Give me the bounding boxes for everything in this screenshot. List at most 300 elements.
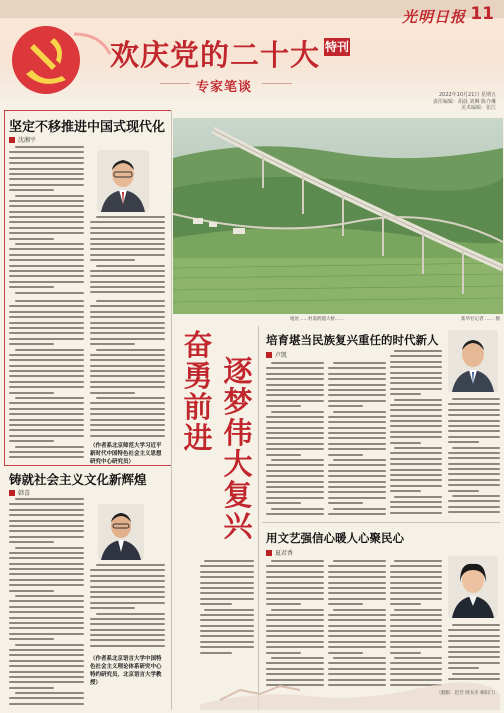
text-line: [271, 411, 324, 413]
text-line: [328, 432, 386, 434]
article-2-text-col2: [90, 564, 165, 652]
text-line: [9, 703, 84, 705]
text-line: [390, 377, 442, 379]
dateline-date: 2022年10月21日 星期五: [438, 92, 496, 98]
text-line: [9, 568, 84, 570]
text-line: [90, 639, 165, 641]
text-line: [9, 338, 84, 340]
text-line: [9, 305, 84, 307]
text-line: [448, 635, 500, 637]
text-line: [96, 564, 165, 566]
text-line: [90, 338, 165, 340]
text-line: [9, 617, 84, 619]
text-line: [90, 227, 165, 229]
text-line: [9, 557, 84, 559]
text-line: [390, 576, 442, 578]
text-line: [90, 575, 165, 577]
text-line: [9, 157, 84, 159]
text-line: [390, 635, 442, 637]
article-3-text-col1: [266, 362, 324, 516]
text-line: [266, 497, 324, 499]
text-line: [90, 392, 135, 394]
text-line: [9, 386, 84, 388]
portrait-2-icon: [98, 504, 144, 560]
text-line: [9, 681, 84, 683]
text-line: [333, 508, 386, 510]
text-line: [328, 576, 386, 578]
text-line: [390, 512, 442, 514]
text-line: [390, 641, 442, 643]
text-line: [328, 443, 386, 445]
text-line: [394, 399, 442, 401]
text-line: [9, 590, 54, 592]
text-line: [266, 481, 324, 483]
text-line: [9, 270, 84, 272]
text-line: [328, 486, 386, 488]
text-line: [266, 416, 324, 418]
author-portrait-3: [448, 330, 498, 392]
text-line: [9, 248, 84, 250]
text-line: [266, 394, 324, 396]
text-line: [200, 592, 254, 594]
text-line: [15, 498, 84, 500]
text-line: [90, 386, 165, 388]
text-line: [390, 382, 442, 384]
text-line: [390, 582, 442, 584]
text-line: [328, 502, 363, 504]
text-line: [328, 513, 386, 515]
text-line: [328, 464, 386, 466]
text-line: [90, 419, 165, 421]
text-line: [452, 398, 500, 400]
text-line: [9, 600, 84, 602]
text-line: [200, 635, 254, 637]
article-4-text-col0: [200, 560, 254, 658]
article-1-text-col2a: [90, 216, 165, 296]
text-line: [448, 511, 500, 513]
text-line: [9, 665, 84, 667]
article-1-text-col1b: [9, 300, 84, 460]
article-1-text-col2b: [90, 300, 165, 440]
text-line: [266, 437, 324, 439]
text-line: [448, 479, 500, 481]
text-line: [333, 459, 386, 461]
text-line: [9, 392, 54, 394]
text-line: [15, 446, 84, 448]
text-line: [328, 635, 386, 637]
text-line: [9, 671, 84, 673]
bridge-landscape-image: [173, 118, 503, 314]
text-line: [9, 579, 84, 581]
text-line: [266, 502, 301, 504]
text-line: [394, 447, 442, 449]
text-line: [90, 332, 165, 334]
text-line: [390, 366, 442, 368]
text-line: [448, 425, 500, 427]
text-line: [328, 427, 386, 429]
text-line: [90, 286, 165, 288]
text-line: [390, 619, 442, 621]
text-line: [90, 413, 165, 415]
text-line: [15, 349, 84, 351]
text-line: [328, 448, 386, 450]
text-line: [448, 436, 500, 438]
byline-marker-icon: [9, 137, 15, 143]
text-line: [90, 370, 165, 372]
text-line: [328, 587, 386, 589]
text-line: [90, 270, 165, 272]
text-line: [394, 496, 442, 498]
text-line: [9, 649, 84, 651]
text-line: [90, 607, 135, 609]
text-line: [9, 189, 54, 191]
text-line: [448, 457, 500, 459]
text-line: [90, 375, 165, 377]
text-line: [9, 286, 54, 288]
text-line: [9, 520, 84, 522]
text-line: [390, 614, 442, 616]
text-line: [90, 305, 165, 307]
text-line: [9, 221, 84, 223]
text-line: [328, 603, 363, 605]
text-line: [271, 508, 324, 510]
text-line: [9, 343, 54, 345]
text-line: [90, 291, 165, 293]
text-line: [9, 205, 84, 207]
text-line: [9, 227, 84, 229]
text-line: [9, 216, 84, 218]
text-line: [9, 584, 84, 586]
text-line: [9, 606, 84, 608]
text-line: [96, 613, 165, 615]
text-line: [9, 408, 84, 410]
text-line: [9, 514, 84, 516]
text-line: [90, 586, 165, 588]
text-line: [390, 436, 442, 438]
text-line: [448, 651, 500, 653]
text-line: [9, 168, 84, 170]
text-line: [9, 232, 84, 234]
column-divider: [171, 110, 172, 710]
text-line: [448, 463, 500, 465]
article-2-headline: 铸就社会主义文化新辉煌: [9, 472, 147, 487]
author-portrait-2: [98, 504, 144, 560]
text-line: [328, 614, 386, 616]
text-line: [328, 565, 386, 567]
text-line: [390, 393, 421, 395]
text-line: [448, 473, 500, 475]
column-rule-left: [160, 83, 190, 84]
text-line: [9, 552, 84, 554]
text-line: [328, 652, 363, 654]
byline-marker-icon: [266, 550, 272, 556]
text-line: [390, 506, 442, 508]
column-title: 专家笔谈: [196, 80, 253, 95]
text-line: [328, 491, 386, 493]
text-line: [452, 624, 500, 626]
text-line: [266, 384, 324, 386]
text-line: [9, 359, 84, 361]
text-line: [9, 259, 84, 261]
text-line: [328, 373, 386, 375]
article-2-author-note: （作者系北京语言大学中国特色社会主义理论体系研究中心特约研究员、北京语言大学教授）: [90, 656, 162, 686]
text-line: [390, 485, 442, 487]
text-line: [271, 362, 324, 364]
text-line: [266, 592, 324, 594]
text-line: [9, 419, 84, 421]
text-line: [90, 327, 165, 329]
text-line: [90, 424, 165, 426]
text-line: [390, 592, 442, 594]
article-3-text-col2: [328, 362, 386, 516]
text-line: [9, 151, 84, 153]
text-line: [15, 146, 84, 148]
text-line: [90, 645, 165, 647]
text-line: [266, 646, 324, 648]
text-line: [328, 646, 386, 648]
text-line: [9, 676, 84, 678]
text-line: [266, 421, 324, 423]
text-line: [9, 541, 54, 543]
text-line: [9, 424, 84, 426]
text-line: [390, 355, 442, 357]
text-line: [390, 571, 442, 573]
text-line: [200, 598, 254, 600]
page-header: [0, 0, 504, 112]
text-line: [266, 432, 324, 434]
landscape-photo: [173, 118, 503, 314]
text-line: [200, 652, 232, 654]
text-line: [328, 630, 386, 632]
text-line: [390, 625, 442, 627]
text-line: [266, 625, 324, 627]
text-line: [390, 630, 442, 632]
text-line: [96, 265, 165, 267]
byline-marker-icon: [266, 352, 272, 358]
text-line: [328, 421, 386, 423]
text-line: [328, 384, 386, 386]
text-line: [328, 592, 386, 594]
text-line: [390, 646, 442, 648]
text-line: [452, 447, 500, 449]
portrait-1-icon: [97, 150, 149, 212]
portrait-4-icon: [448, 556, 498, 618]
text-line: [9, 509, 84, 511]
column-rule-right: [262, 83, 292, 84]
text-line: [271, 459, 324, 461]
text-line: [328, 394, 386, 396]
text-line: [266, 470, 324, 472]
text-line: [9, 381, 84, 383]
text-line: [90, 618, 165, 620]
text-line: [15, 644, 84, 646]
text-line: [448, 403, 500, 405]
text-line: [266, 378, 324, 380]
text-line: [266, 454, 301, 456]
text-line: [90, 402, 165, 404]
text-line: [266, 405, 301, 407]
text-line: [448, 441, 479, 443]
text-line: [266, 603, 301, 605]
text-line: [448, 414, 500, 416]
text-line: [448, 506, 500, 508]
text-line: [200, 576, 254, 578]
text-line: [90, 408, 165, 410]
text-line: [96, 216, 165, 218]
dateline-art-editor: 美术编辑：张江: [460, 105, 496, 112]
portrait-3-icon: [448, 330, 498, 392]
text-line: [328, 571, 386, 573]
text-line: [9, 654, 84, 656]
text-line: [333, 609, 386, 611]
text-line: [90, 435, 165, 437]
text-line: [90, 381, 165, 383]
text-line: [390, 420, 442, 422]
text-line: [9, 402, 84, 404]
text-line: [448, 646, 500, 648]
text-line: [9, 254, 84, 256]
text-line: [90, 591, 165, 593]
great-wall-decoration-icon: [200, 660, 500, 710]
text-line: [266, 400, 324, 402]
text-line: [390, 409, 442, 411]
article-1-text-col1: [9, 146, 84, 296]
text-line: [390, 458, 442, 460]
text-line: [448, 500, 500, 502]
text-line: [390, 587, 442, 589]
text-line: [328, 367, 386, 369]
text-line: [9, 311, 84, 313]
author-portrait-4: [448, 556, 498, 618]
text-line: [200, 641, 254, 643]
party-emblem-icon: [4, 14, 114, 104]
text-line: [9, 451, 84, 453]
text-line: [9, 281, 84, 283]
text-line: [266, 614, 324, 616]
text-line: [394, 350, 442, 352]
text-line: [266, 491, 324, 493]
text-line: [390, 388, 442, 390]
text-line: [448, 409, 500, 411]
text-line: [328, 497, 386, 499]
text-line: [90, 365, 165, 367]
article-3-headline: 培育堪当民族复兴重任的时代新人: [266, 333, 439, 347]
text-line: [266, 619, 324, 621]
slogan-line-1: 奋勇前进: [183, 328, 213, 455]
text-line: [448, 420, 500, 422]
article-4-byline: 夏君香: [266, 548, 293, 557]
text-line: [9, 563, 84, 565]
text-line: [200, 571, 254, 573]
text-line: [390, 425, 442, 427]
article-3-byline: 卢凯: [266, 350, 287, 359]
text-line: [90, 429, 165, 431]
text-line: [90, 232, 165, 234]
text-line: [200, 646, 254, 648]
text-line: [394, 657, 442, 659]
text-line: [204, 609, 254, 611]
text-line: [266, 587, 324, 589]
text-line: [266, 576, 324, 578]
text-line: [333, 657, 386, 659]
text-line: [9, 275, 84, 277]
text-line: [90, 359, 165, 361]
text-line: [390, 652, 421, 654]
text-line: [266, 373, 324, 375]
text-line: [328, 619, 386, 621]
text-line: [9, 573, 84, 575]
article-2-byline: 韩喜: [9, 488, 30, 497]
text-line: [200, 630, 254, 632]
text-line: [90, 243, 165, 245]
text-line: [90, 221, 165, 223]
text-line: [390, 372, 442, 374]
text-line: [90, 354, 165, 356]
article-1-author-note: （作者系北京师范大学习近平新时代中国特色社会主义思想研究中心研究员）: [90, 443, 162, 465]
text-line: [9, 687, 54, 689]
text-line: [394, 560, 442, 562]
article-4-headline: 用文艺强信心暖人心聚民心: [266, 531, 404, 545]
text-line: [266, 635, 324, 637]
text-line: [390, 415, 442, 417]
text-line: [328, 470, 386, 472]
text-line: [328, 437, 386, 439]
text-line: [90, 629, 165, 631]
text-line: [452, 495, 500, 497]
text-line: [390, 404, 442, 406]
text-line: [9, 536, 84, 538]
text-line: [9, 638, 54, 640]
text-line: [15, 595, 84, 597]
text-line: [90, 238, 165, 240]
text-line: [9, 322, 84, 324]
slogan-divider: [258, 326, 259, 710]
photo-caption: 地处……村落跨越大桥……: [290, 317, 344, 322]
text-line: [90, 316, 165, 318]
text-line: [266, 598, 324, 600]
text-line: [266, 486, 324, 488]
paper-name: 光明日报: [401, 8, 466, 26]
text-line: [271, 560, 324, 562]
text-line: [90, 602, 165, 604]
text-line: [9, 503, 84, 505]
text-line: [448, 484, 500, 486]
text-line: [15, 397, 84, 399]
text-line: [390, 469, 442, 471]
text-line: [9, 316, 84, 318]
text-line: [9, 332, 84, 334]
text-line: [390, 463, 442, 465]
text-line: [266, 571, 324, 573]
text-line: [448, 490, 479, 492]
text-line: [266, 565, 324, 567]
text-line: [390, 431, 442, 433]
text-line: [390, 598, 442, 600]
text-line: [266, 641, 324, 643]
text-line: [15, 195, 84, 197]
text-line: [448, 468, 500, 470]
text-line: [328, 378, 386, 380]
byline-marker-icon: [9, 490, 15, 496]
text-line: [90, 248, 165, 250]
text-line: [390, 361, 442, 363]
text-line: [90, 343, 135, 345]
text-line: [266, 464, 324, 466]
banner-title: 欢庆党的二十大: [110, 38, 321, 72]
text-line: [266, 513, 324, 515]
text-line: [390, 565, 442, 567]
article-1-headline: 坚定不移推进中国式现代化: [9, 120, 166, 135]
